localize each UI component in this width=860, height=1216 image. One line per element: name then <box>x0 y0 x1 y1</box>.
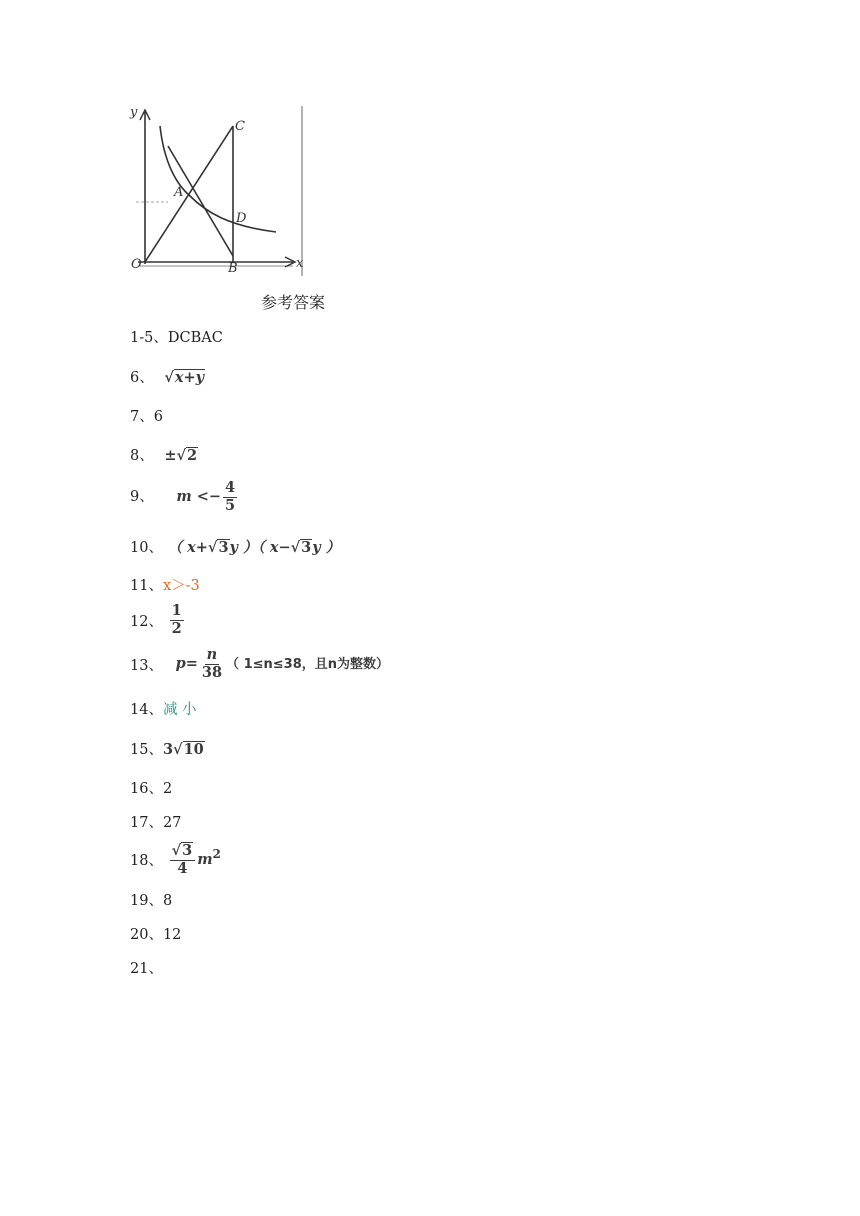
answer-text: 8 <box>162 893 173 909</box>
answer-math <box>176 480 239 514</box>
answer-9 <box>130 480 239 514</box>
label-y: y <box>130 105 138 120</box>
answer-math <box>164 447 198 464</box>
fraction <box>223 480 237 514</box>
answer-number: 14、 <box>130 702 163 718</box>
answer-10 <box>130 536 340 557</box>
curve <box>160 126 276 232</box>
answer-12 <box>130 603 186 637</box>
radicand: 3 <box>218 539 229 556</box>
answer-math <box>168 842 221 877</box>
coordinate-figure <box>128 104 308 282</box>
answer-math <box>175 646 390 681</box>
answer-7 <box>130 405 163 426</box>
answer-17 <box>130 811 181 832</box>
answer-number: 19、 <box>130 893 163 909</box>
condition: （ 1≤n≤38，且n为整数） <box>226 657 390 673</box>
factor1-close: y ） <box>229 539 258 556</box>
label-d: D <box>236 211 247 226</box>
answer-math <box>168 602 186 637</box>
answer-number: 11、 <box>130 578 163 594</box>
label-o: O <box>131 257 142 272</box>
answer-text: 6 <box>153 409 163 425</box>
answer-number: 7、 <box>130 409 154 425</box>
answer-14 <box>130 698 197 719</box>
factor2-open: （ x− <box>257 539 291 556</box>
answer-1-5 <box>130 326 223 347</box>
fraction <box>170 842 196 877</box>
numerator: n <box>206 646 218 663</box>
radicand: 2 <box>187 447 198 464</box>
answer-number: 8、 <box>130 448 154 464</box>
numerator <box>170 842 196 861</box>
fraction <box>170 603 184 637</box>
answer-text: 减 小 <box>162 702 197 718</box>
answer-20 <box>130 923 181 944</box>
figure-svg <box>128 104 308 282</box>
answer-13 <box>130 647 389 681</box>
radicand: 10 <box>183 741 204 758</box>
answer-19 <box>130 889 172 910</box>
answer-number: 13、 <box>130 657 163 674</box>
lhs: m < <box>176 488 209 506</box>
answer-math <box>168 539 341 556</box>
factor2-close: y ） <box>312 539 341 556</box>
answer-number: 15、 <box>130 742 163 758</box>
label-a: A <box>174 185 184 200</box>
answer-11 <box>130 574 200 595</box>
answer-text: x＞-3 <box>162 578 200 594</box>
factor1-open: （ x+ <box>167 539 208 556</box>
answer-text: 2 <box>162 781 173 797</box>
denominator: 4 <box>177 859 188 877</box>
radical-sign: √ <box>171 842 182 859</box>
radicand: 3 <box>301 539 312 556</box>
answer-number: 9、 <box>130 489 154 506</box>
answer-text: 27 <box>162 815 182 831</box>
label-c: C <box>235 119 245 134</box>
answer-16 <box>130 777 172 798</box>
answer-18 <box>130 842 221 877</box>
answer-number: 16、 <box>130 781 163 797</box>
exponent: 2 <box>212 846 221 861</box>
variable: m <box>197 850 213 868</box>
answer-math <box>163 741 205 758</box>
answer-number: 10、 <box>130 540 163 556</box>
answer-number: 18、 <box>130 853 163 870</box>
radical-sign: √ <box>176 447 187 464</box>
numerator: 4 <box>225 479 236 496</box>
answer-number: 6、 <box>130 370 154 386</box>
radicand: 3 <box>182 842 193 859</box>
radicand: x+y <box>174 369 205 386</box>
plus-minus: ± <box>164 447 177 464</box>
answer-text: 12 <box>162 927 182 943</box>
radical-sign: √ <box>173 741 183 758</box>
answer-number: 17、 <box>130 815 163 831</box>
answer-number: 12、 <box>130 613 163 630</box>
coefficient: 3 <box>162 741 174 758</box>
label-b: B <box>228 261 238 276</box>
answer-8 <box>130 444 198 465</box>
answer-15 <box>130 738 205 759</box>
answer-text: DCBAC <box>167 330 223 346</box>
answer-21 <box>130 957 163 978</box>
line-oc <box>145 126 233 262</box>
numerator: 1 <box>171 602 182 619</box>
label-x: x <box>296 256 304 271</box>
answer-6 <box>130 366 205 387</box>
denominator: 5 <box>225 496 236 514</box>
denominator: 2 <box>171 619 182 637</box>
answer-math <box>164 369 205 386</box>
answer-number: 21、 <box>130 961 163 977</box>
radical-sign: √ <box>164 369 174 386</box>
answer-title: 参考答案 <box>260 293 325 312</box>
answer-number: 1-5、 <box>130 330 168 346</box>
minus-sign: − <box>208 488 222 506</box>
radical-sign: √ <box>290 539 301 556</box>
fraction <box>200 647 224 681</box>
line-ab <box>168 146 233 256</box>
denominator: 38 <box>201 663 223 681</box>
answer-number: 20、 <box>130 927 163 943</box>
lhs: p= <box>175 655 198 673</box>
radical-sign: √ <box>207 539 218 556</box>
